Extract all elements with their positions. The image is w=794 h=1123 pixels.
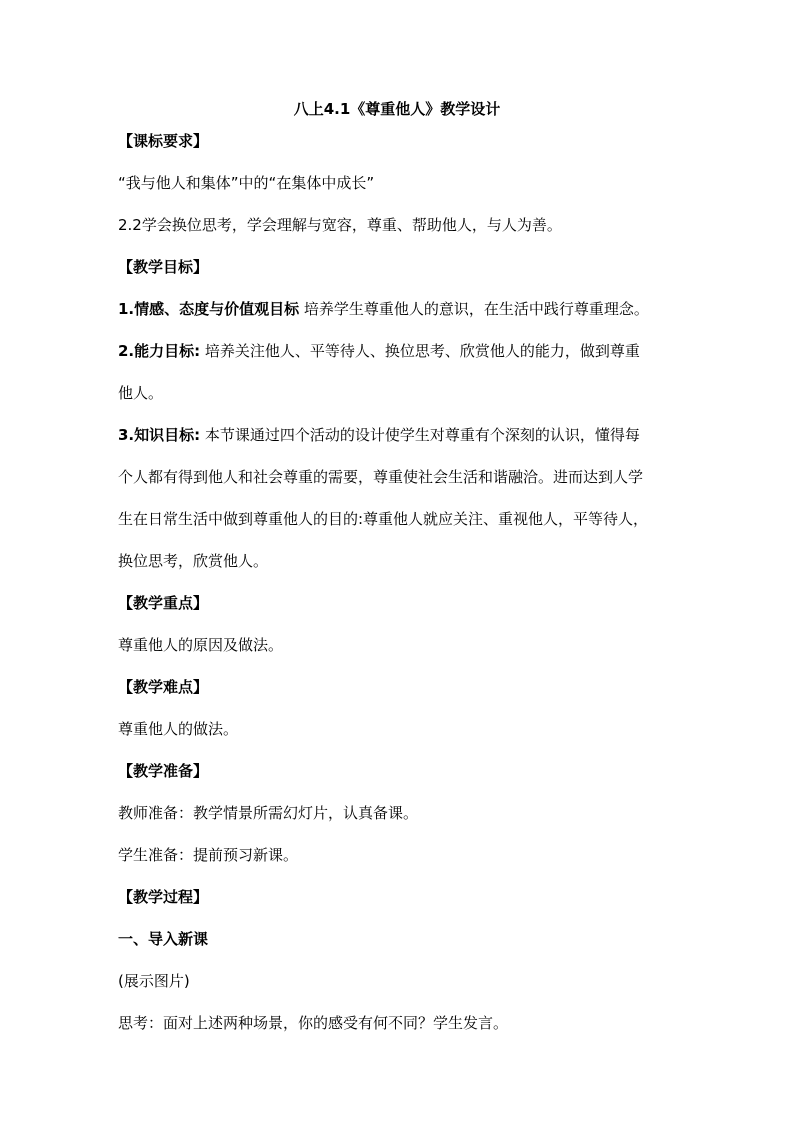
curriculum-line-2: 2.2学会换位思考，学会理解与宽容，尊重、帮助他人，与人为善。 — [118, 216, 562, 234]
difficulties-text: 尊重他人的做法。 — [118, 720, 239, 738]
heading-key-points: 【教学重点】 — [118, 594, 209, 612]
preparation-teacher: 教师准备：教学情景所需幻灯片，认真备课。 — [118, 804, 419, 822]
goal-2 — [118, 341, 678, 361]
preparation-student: 学生准备：提前预习新课。 — [118, 846, 299, 864]
goal-3-text-b: 个人都有得到他人和社会尊重的需要，尊重使社会生活和谐融洽。进而达到人学 — [118, 468, 644, 486]
heading-process: 【教学过程】 — [118, 888, 209, 906]
goal-3 — [118, 425, 678, 445]
goal-1 — [118, 299, 678, 319]
process-show-images: (展示图片) — [118, 972, 190, 990]
heading-preparation: 【教学准备】 — [118, 762, 209, 780]
goal-3-text-d: 换位思考，欣赏他人。 — [118, 552, 269, 570]
heading-difficulties: 【教学难点】 — [118, 678, 209, 696]
goal-3-text-a: 本节课通过四个活动的设计使学生对尊重有个深刻的认识，懂得每 — [204, 426, 640, 444]
goal-2-text-a: 培养关注他人、平等待人、换位思考、欣赏他人的能力，做到尊重 — [204, 342, 640, 360]
heading-curriculum: 【课标要求】 — [118, 132, 209, 150]
goal-2-text-b: 他人。 — [118, 384, 164, 402]
goal-1-text: 培养学生尊重他人的意识，在生活中践行尊重理念。 — [303, 300, 649, 318]
goal-3-text-c: 生在日常生活中做到尊重他人的目的:尊重他人就应关注、重视他人，平等待人， — [118, 510, 649, 528]
process-think: 思考：面对上述两种场景，你的感受有何不同？学生发言。 — [118, 1014, 509, 1032]
document-title: 八上4.1《尊重他人》教学设计 — [293, 100, 501, 118]
curriculum-line-1: “我与他人和集体”中的“在集体中成长” — [118, 174, 375, 192]
goal-1-label: 1.情感、态度与价值观目标 — [118, 300, 300, 318]
goal-2-label: 2.能力目标: — [118, 342, 201, 360]
goal-3-label: 3.知识目标: — [118, 426, 201, 444]
key-points-text: 尊重他人的原因及做法。 — [118, 636, 284, 654]
heading-goals: 【教学目标】 — [118, 258, 209, 276]
process-step-1: 一、导入新课 — [118, 930, 209, 948]
